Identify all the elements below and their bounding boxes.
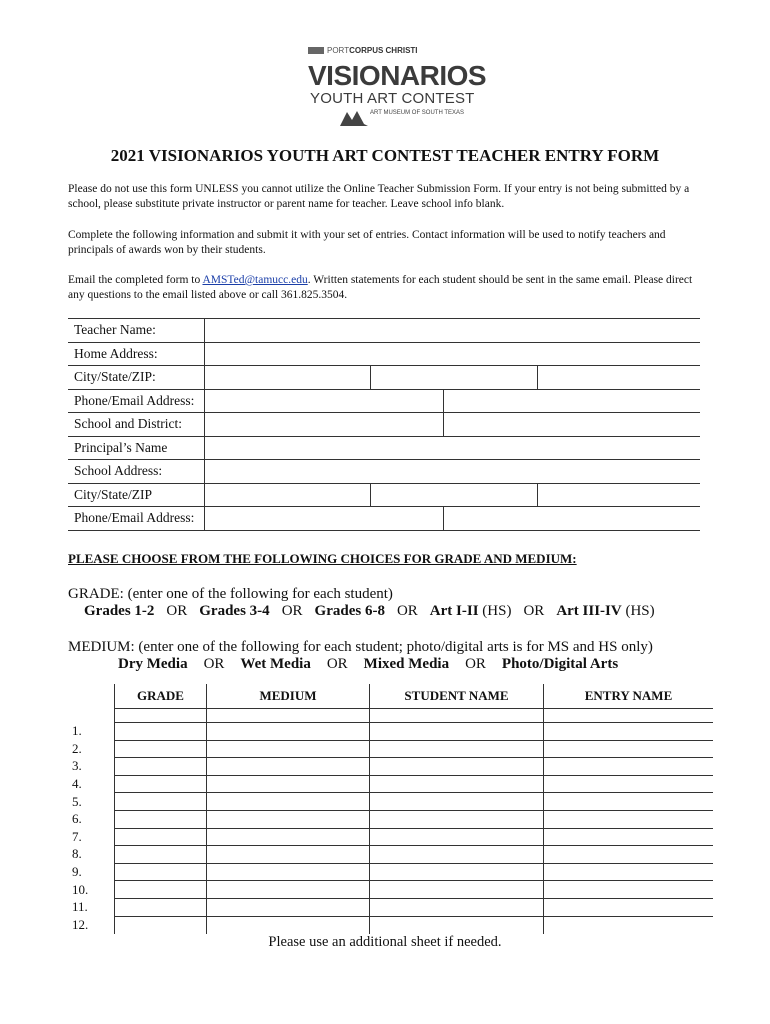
entries-table xyxy=(68,684,713,934)
entry-name-cell[interactable] xyxy=(544,758,714,776)
school-phone-email-field[interactable] xyxy=(204,507,700,531)
cell-divider xyxy=(443,413,444,436)
contact-email-link[interactable]: AMSTed@tamucc.edu xyxy=(202,274,308,286)
row-number: 10. xyxy=(72,881,89,897)
table-row xyxy=(68,793,713,811)
table-row xyxy=(68,846,713,864)
grade-cell[interactable] xyxy=(115,916,207,934)
row-number: 3. xyxy=(72,758,82,774)
teacher-phone-email-field[interactable] xyxy=(204,389,700,413)
teacher-info-table xyxy=(68,318,700,531)
visionarios-logo xyxy=(300,44,487,130)
paragraph-3-end: . Written statements for each student should be sent in the same email. Please direct any questions to the email listed above or call 361.825.3504. xyxy=(68,274,693,301)
medium-heading: MEDIUM: (enter one of the following for each student; photo/digital arts is for MS and HS only) xyxy=(68,639,653,655)
cell-divider xyxy=(370,366,371,389)
entry-name-cell[interactable] xyxy=(544,723,714,741)
medium-option: Dry Media xyxy=(118,656,188,672)
student-name-cell[interactable] xyxy=(370,881,544,899)
medium-cell[interactable] xyxy=(207,810,370,828)
student-name-cell[interactable] xyxy=(370,810,544,828)
student-name-cell[interactable] xyxy=(370,740,544,758)
brand-name: VISIONARIOS xyxy=(308,60,487,91)
row-number: 6. xyxy=(72,811,82,827)
table-row xyxy=(68,758,713,776)
museum-name: ART MUSEUM OF SOUTH TEXAS xyxy=(370,110,465,116)
row-number: 4. xyxy=(72,776,82,792)
cell-divider xyxy=(443,390,444,413)
entry-name-cell[interactable] xyxy=(544,828,714,846)
medium-cell[interactable] xyxy=(207,881,370,899)
form-title: 2021 VISIONARIOS YOUTH ART CONTEST TEACHER ENTRY FORM xyxy=(110,146,660,165)
info-row xyxy=(68,342,700,366)
student-name-column-header: STUDENT NAME xyxy=(370,684,544,709)
student-name-cell[interactable] xyxy=(370,758,544,776)
entry-name-cell[interactable] xyxy=(544,846,714,864)
hs-suffix: (HS) xyxy=(482,603,512,619)
student-name-cell[interactable] xyxy=(370,846,544,864)
student-name-cell[interactable] xyxy=(370,723,544,741)
info-label: Phone/Email Address: xyxy=(68,507,204,531)
cell-divider xyxy=(370,484,371,507)
cell-divider xyxy=(537,366,538,389)
grade-cell[interactable] xyxy=(115,810,207,828)
principal-name-field[interactable] xyxy=(204,436,700,460)
or-separator: OR xyxy=(203,656,225,672)
grade-option: Art III-IV xyxy=(556,603,622,619)
row-number: 12. xyxy=(72,916,89,932)
medium-option: Mixed Media xyxy=(363,656,450,672)
blank-cell xyxy=(370,709,544,723)
medium-cell[interactable] xyxy=(207,846,370,864)
grade-cell[interactable] xyxy=(115,828,207,846)
cell-divider xyxy=(537,484,538,507)
school-district-field[interactable] xyxy=(204,413,700,437)
grade-cell[interactable] xyxy=(115,863,207,881)
info-label: Teacher Name: xyxy=(68,319,204,343)
grade-option: Art I-II xyxy=(429,603,479,619)
or-separator: OR xyxy=(281,603,303,619)
grade-cell[interactable] xyxy=(115,846,207,864)
student-name-cell[interactable] xyxy=(370,775,544,793)
info-row xyxy=(68,366,700,390)
row-number-header xyxy=(68,684,115,709)
row-number: 5. xyxy=(72,793,82,809)
museum-mountain-icon xyxy=(340,110,368,126)
or-separator: OR xyxy=(166,603,188,619)
row-number: 9. xyxy=(72,864,82,880)
medium-cell[interactable] xyxy=(207,758,370,776)
choices-heading: PLEASE CHOOSE FROM THE FOLLOWING CHOICES FOR GRADE AND MEDIUM: xyxy=(68,551,577,566)
student-name-cell[interactable] xyxy=(370,898,544,916)
table-row xyxy=(68,916,713,934)
table-row xyxy=(68,881,713,899)
cell-divider xyxy=(443,507,444,530)
instructions-paragraph-3 xyxy=(68,273,708,303)
school-city-state-zip-field[interactable] xyxy=(204,483,700,507)
student-name-cell[interactable] xyxy=(370,863,544,881)
entries-header-row xyxy=(68,684,713,709)
port-flag-icon xyxy=(308,47,324,54)
medium-cell[interactable] xyxy=(207,828,370,846)
entry-name-cell[interactable] xyxy=(544,898,714,916)
table-row xyxy=(68,723,713,741)
table-row xyxy=(68,863,713,881)
sponsor-line xyxy=(308,46,418,55)
paragraph-3-start: Email the completed form to xyxy=(68,274,203,286)
medium-cell[interactable] xyxy=(207,793,370,811)
or-separator: OR xyxy=(465,656,486,672)
info-label: Home Address: xyxy=(68,342,204,366)
table-row xyxy=(68,740,713,758)
medium-column-header: MEDIUM xyxy=(207,684,370,709)
entry-name-cell[interactable] xyxy=(544,775,714,793)
medium-options xyxy=(118,656,618,673)
info-row xyxy=(68,483,700,507)
entry-name-cell[interactable] xyxy=(544,881,714,899)
info-label: School and District: xyxy=(68,413,204,437)
grade-option: Grades 1-2 xyxy=(84,603,155,619)
grade-option: Grades 3-4 xyxy=(199,603,270,619)
grade-cell[interactable] xyxy=(115,740,207,758)
blank-cell xyxy=(207,709,370,723)
sponsor-prefix: PORT xyxy=(327,46,350,55)
grade-cell[interactable] xyxy=(115,758,207,776)
entry-name-cell[interactable] xyxy=(544,793,714,811)
additional-sheet-note: Please use an additional sheet if needed. xyxy=(268,934,502,950)
row-number: 1. xyxy=(72,723,82,739)
entries-spacer-row xyxy=(68,709,713,723)
medium-cell[interactable] xyxy=(207,898,370,916)
medium-cell[interactable] xyxy=(207,863,370,881)
entry-name-cell[interactable] xyxy=(544,863,714,881)
or-separator: OR xyxy=(326,656,348,672)
entry-name-cell[interactable] xyxy=(544,740,714,758)
home-address-field[interactable] xyxy=(204,342,700,366)
brand-subtitle: YOUTH ART CONTEST xyxy=(310,90,475,107)
home-city-state-zip-field[interactable] xyxy=(204,366,700,390)
row-number: 7. xyxy=(72,828,82,844)
grade-options xyxy=(84,603,655,620)
blank-cell xyxy=(544,709,714,723)
or-separator: OR xyxy=(523,603,545,619)
student-name-cell[interactable] xyxy=(370,828,544,846)
instructions-paragraph-1: Please do not use this form UNLESS you cannot utilize the Online Teacher Submission Form. If your entry is not being submitted by a school, please substitute private instructor or parent name for teacher. Leave school info blank. xyxy=(68,183,690,210)
info-row xyxy=(68,413,700,437)
entry-name-cell[interactable] xyxy=(544,916,714,934)
medium-cell[interactable] xyxy=(207,916,370,934)
grade-cell[interactable] xyxy=(115,775,207,793)
grade-heading: GRADE: (enter one of the following for each student) xyxy=(68,586,393,602)
info-row xyxy=(68,460,700,484)
grade-cell[interactable] xyxy=(115,898,207,916)
medium-cell[interactable] xyxy=(207,775,370,793)
grade-cell[interactable] xyxy=(115,723,207,741)
hs-suffix: (HS) xyxy=(625,603,655,619)
grade-cell[interactable] xyxy=(115,881,207,899)
info-row xyxy=(68,436,700,460)
info-label: Phone/Email Address: xyxy=(68,389,204,413)
row-number: 11. xyxy=(72,899,88,915)
entry-name-column-header: ENTRY NAME xyxy=(544,684,714,709)
entry-name-cell[interactable] xyxy=(544,810,714,828)
table-row xyxy=(68,810,713,828)
grade-column-header: GRADE xyxy=(115,684,207,709)
student-name-cell[interactable] xyxy=(370,793,544,811)
table-row xyxy=(68,898,713,916)
grade-cell[interactable] xyxy=(115,793,207,811)
info-label: City/State/ZIP xyxy=(68,483,204,507)
medium-cell[interactable] xyxy=(207,740,370,758)
medium-option: Wet Media xyxy=(240,656,311,672)
row-number: 8. xyxy=(72,846,82,862)
info-row xyxy=(68,319,700,343)
table-row xyxy=(68,775,713,793)
teacher-name-field[interactable] xyxy=(204,319,700,343)
table-row xyxy=(68,828,713,846)
student-name-cell[interactable] xyxy=(370,916,544,934)
info-label: Principal’s Name xyxy=(68,436,204,460)
medium-option: Photo/Digital Arts xyxy=(501,656,619,672)
info-label: School Address: xyxy=(68,460,204,484)
medium-cell[interactable] xyxy=(207,723,370,741)
or-separator: OR xyxy=(396,603,418,619)
info-row xyxy=(68,389,700,413)
sponsor-name: CORPUS CHRISTI xyxy=(349,46,418,55)
info-row xyxy=(68,507,700,531)
row-number: 2. xyxy=(72,740,82,756)
grade-option: Grades 6-8 xyxy=(314,603,385,619)
blank-cell xyxy=(68,709,115,723)
info-label: City/State/ZIP: xyxy=(68,366,204,390)
instructions-paragraph-2: Complete the following information and submit it with your set of entries. Contact information will be used to notify teachers and principals of awards won by their students. xyxy=(68,229,666,256)
school-address-field[interactable] xyxy=(204,460,700,484)
blank-cell xyxy=(115,709,207,723)
